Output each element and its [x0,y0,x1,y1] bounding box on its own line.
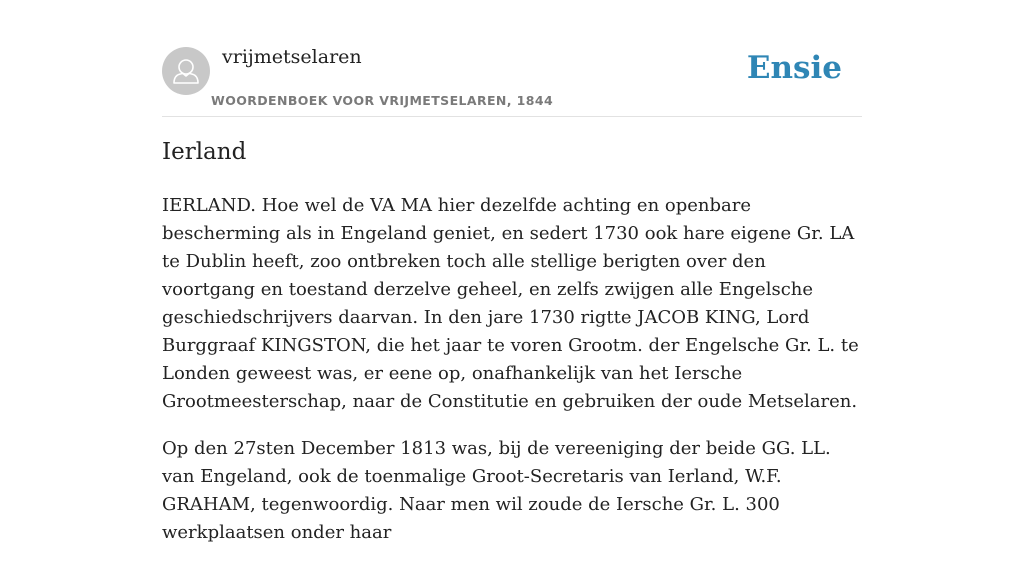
user-placeholder-icon [162,47,210,95]
article-body [162,192,862,566]
author-name-link[interactable]: vrijmetselaren [222,46,362,68]
ensie-logo-link[interactable]: Ensie [746,50,842,86]
article-paragraph: Op den 27sten December 1813 was, bij de vereeniging der beide GG. LL. van Engeland, ook de toenmalige Groot-Secretaris van Ierland, W.F. GRAHAM, tegenwoordig. Naar men wil zoude de Iersche Gr. L. 300 werkplaatsen onder haar [162,438,831,543]
source-title: WOORDENBOEK VOOR VRIJMETSELAREN, 1844 [211,93,554,108]
article-paragraph: IERLAND. Hoe wel de VA MA hier dezelfde achting en openbare bescherming als in Engeland geniet, en sedert 1730 ook hare eigene Gr. LA te Dublin heeft, zoo ontbreken toch alle stellige berigten over den voortgang en toestand derzelve geheel, en zelfs zwijgen alle Engelsche geschiedschrijvers daarvan. In den jare 1730 rigtte JACOB KING, Lord Burggraaf KINGSTON, die het jaar te voren Grootm. der Engelsche Gr. L. te Londen geweest was, er eene op, onafhankelijk van het Iersche Grootmeesterschap, naar de Constitutie en gebruiken der oude Metselaren. [162,195,859,412]
site-header [162,0,862,117]
article-title: Ierland [162,139,247,165]
author-avatar[interactable] [162,47,210,95]
